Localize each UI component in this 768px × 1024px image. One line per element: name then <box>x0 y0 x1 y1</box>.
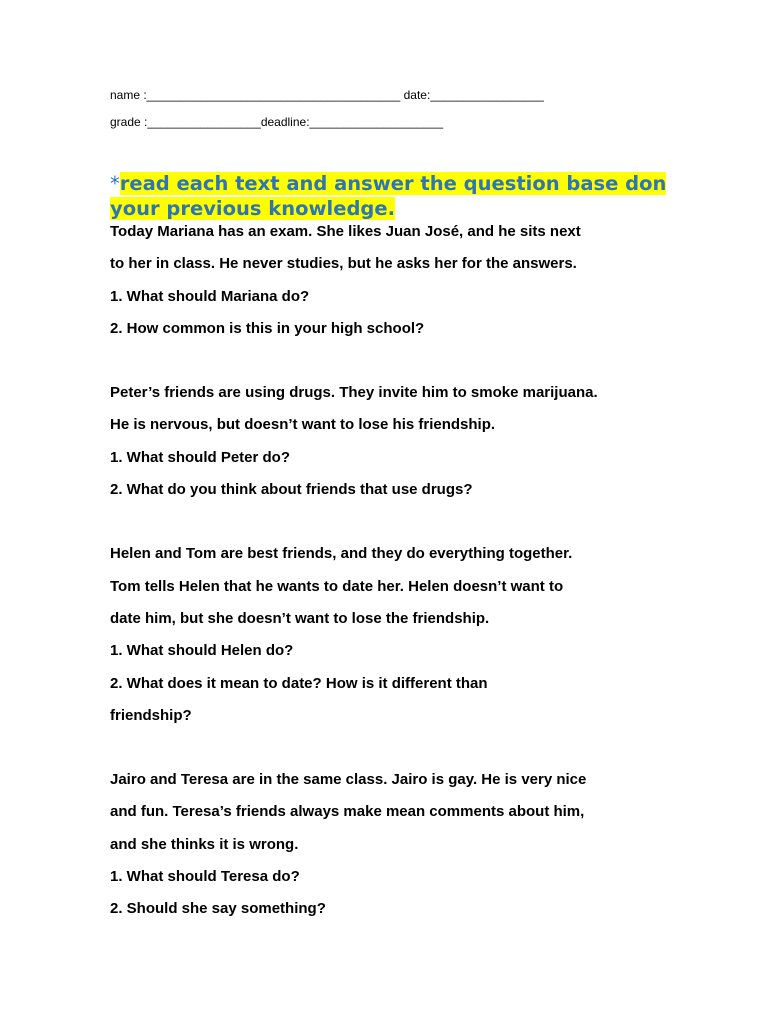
instruction-star: * <box>110 172 120 195</box>
question-line: 2. Should she say something? <box>110 900 326 918</box>
story-line: to her in class. He never studies, but he asks her for the answers. <box>110 255 577 273</box>
story-mariana <box>110 216 670 345</box>
story-line: and fun. Teresa’s friends always make mean comments about him, <box>110 803 585 821</box>
question-line: friendship? <box>110 706 192 724</box>
grade-deadline-row: grade :_________________deadline:____________________ <box>110 115 443 129</box>
question-line: 1. What should Teresa do? <box>110 868 300 886</box>
question-line: 2. How common is this in your high school? <box>110 319 425 337</box>
question-line: 2. What do you think about friends that use drugs? <box>110 481 473 499</box>
question-line: 2. What does it mean to date? How is it different than <box>110 674 488 692</box>
stories-container <box>110 216 670 926</box>
name-date-row: name :______________________________________ date:_________________ <box>110 88 544 102</box>
story-jairo <box>110 764 670 925</box>
story-line: and she thinks it is wrong. <box>110 835 299 853</box>
story-line: date him, but she doesn’t want to lose the friendship. <box>110 609 490 627</box>
story-line: He is nervous, but doesn’t want to lose his friendship. <box>110 416 496 434</box>
story-line: Jairo and Teresa are in the same class. Jairo is gay. He is very nice <box>110 771 587 789</box>
story-line: Today Mariana has an exam. She likes Juan José, and he sits next <box>110 223 581 240</box>
story-line: Tom tells Helen that he wants to date her. Helen doesn’t want to <box>110 577 564 595</box>
question-line: 1. What should Peter do? <box>110 448 291 466</box>
story-peter <box>110 377 670 506</box>
story-line: Helen and Tom are best friends, and they do everything together. <box>110 545 573 563</box>
instruction-text: read each text and answer the question base don your previous knowledge. <box>110 172 667 220</box>
instruction-heading <box>110 171 670 221</box>
story-helen <box>110 538 670 732</box>
question-line: 1. What should Helen do? <box>110 642 294 660</box>
story-line: Peter’s friends are using drugs. They invite him to smoke marijuana. <box>110 384 598 402</box>
question-line: 1. What should Mariana do? <box>110 287 310 305</box>
